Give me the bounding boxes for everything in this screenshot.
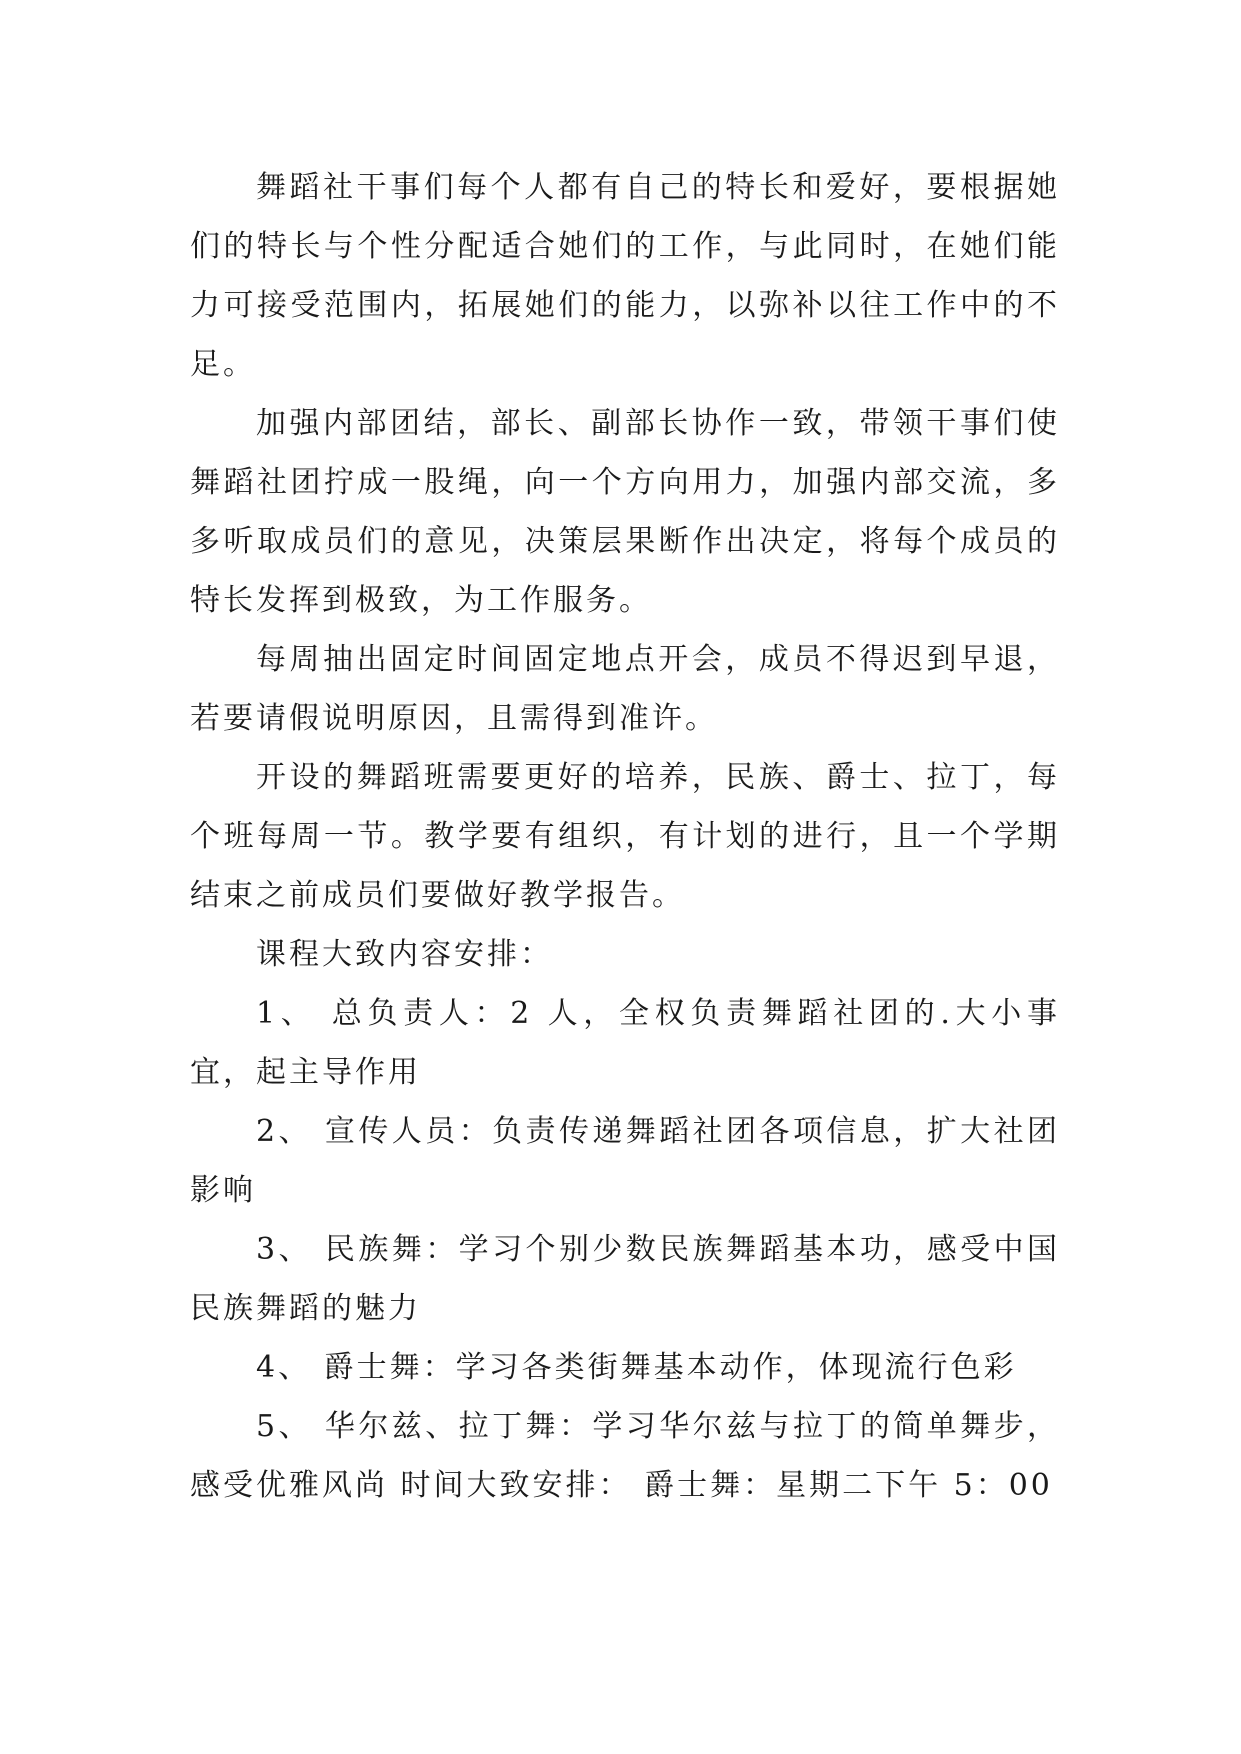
list-item-5: 5、 华尔兹、拉丁舞：学习华尔兹与拉丁的简单舞步，感受优雅风尚 时间大致安排： 爵士舞：星期二下午 5：00 (190, 1409, 1060, 1503)
list-item-2: 2、 宣传人员：负责传递舞蹈社团各项信息，扩大社团影响 (190, 1114, 1060, 1208)
paragraph-staff-specialties: 舞蹈社干事们每个人都有自己的特长和爱好，要根据她们的特长与个性分配适合她们的工作，与此同时，在她们能力可接受范围内，拓展她们的能力，以弥补以往工作中的不足。 (190, 170, 1060, 382)
document-body (190, 158, 1060, 1515)
list-item-4: 4、 爵士舞：学习各类街舞基本动作，体现流行色彩 (256, 1350, 1017, 1385)
paragraph-course-heading: 课程大致内容安排： (256, 937, 553, 972)
paragraph-dance-classes: 开设的舞蹈班需要更好的培养，民族、爵士、拉丁，每个班每周一节。教学要有组织，有计划的进行，且一个学期结束之前成员们要做好教学报告。 (190, 760, 1060, 913)
paragraph-weekly-meeting: 每周抽出固定时间固定地点开会，成员不得迟到早退，若要请假说明原因，且需得到准许。 (190, 642, 1060, 736)
list-item-3: 3、 民族舞：学习个别少数民族舞蹈基本功，感受中国民族舞蹈的魅力 (190, 1232, 1060, 1326)
paragraph-internal-unity: 加强内部团结，部长、副部长协作一致，带领干事们使舞蹈社团拧成一股绳，向一个方向用力，加强内部交流，多多听取成员们的意见，决策层果断作出决定，将每个成员的特长发挥到极致，为工作服务。 (190, 406, 1060, 618)
list-item-1: 1、 总负责人：2 人，全权负责舞蹈社团的.大小事宜，起主导作用 (190, 996, 1060, 1090)
